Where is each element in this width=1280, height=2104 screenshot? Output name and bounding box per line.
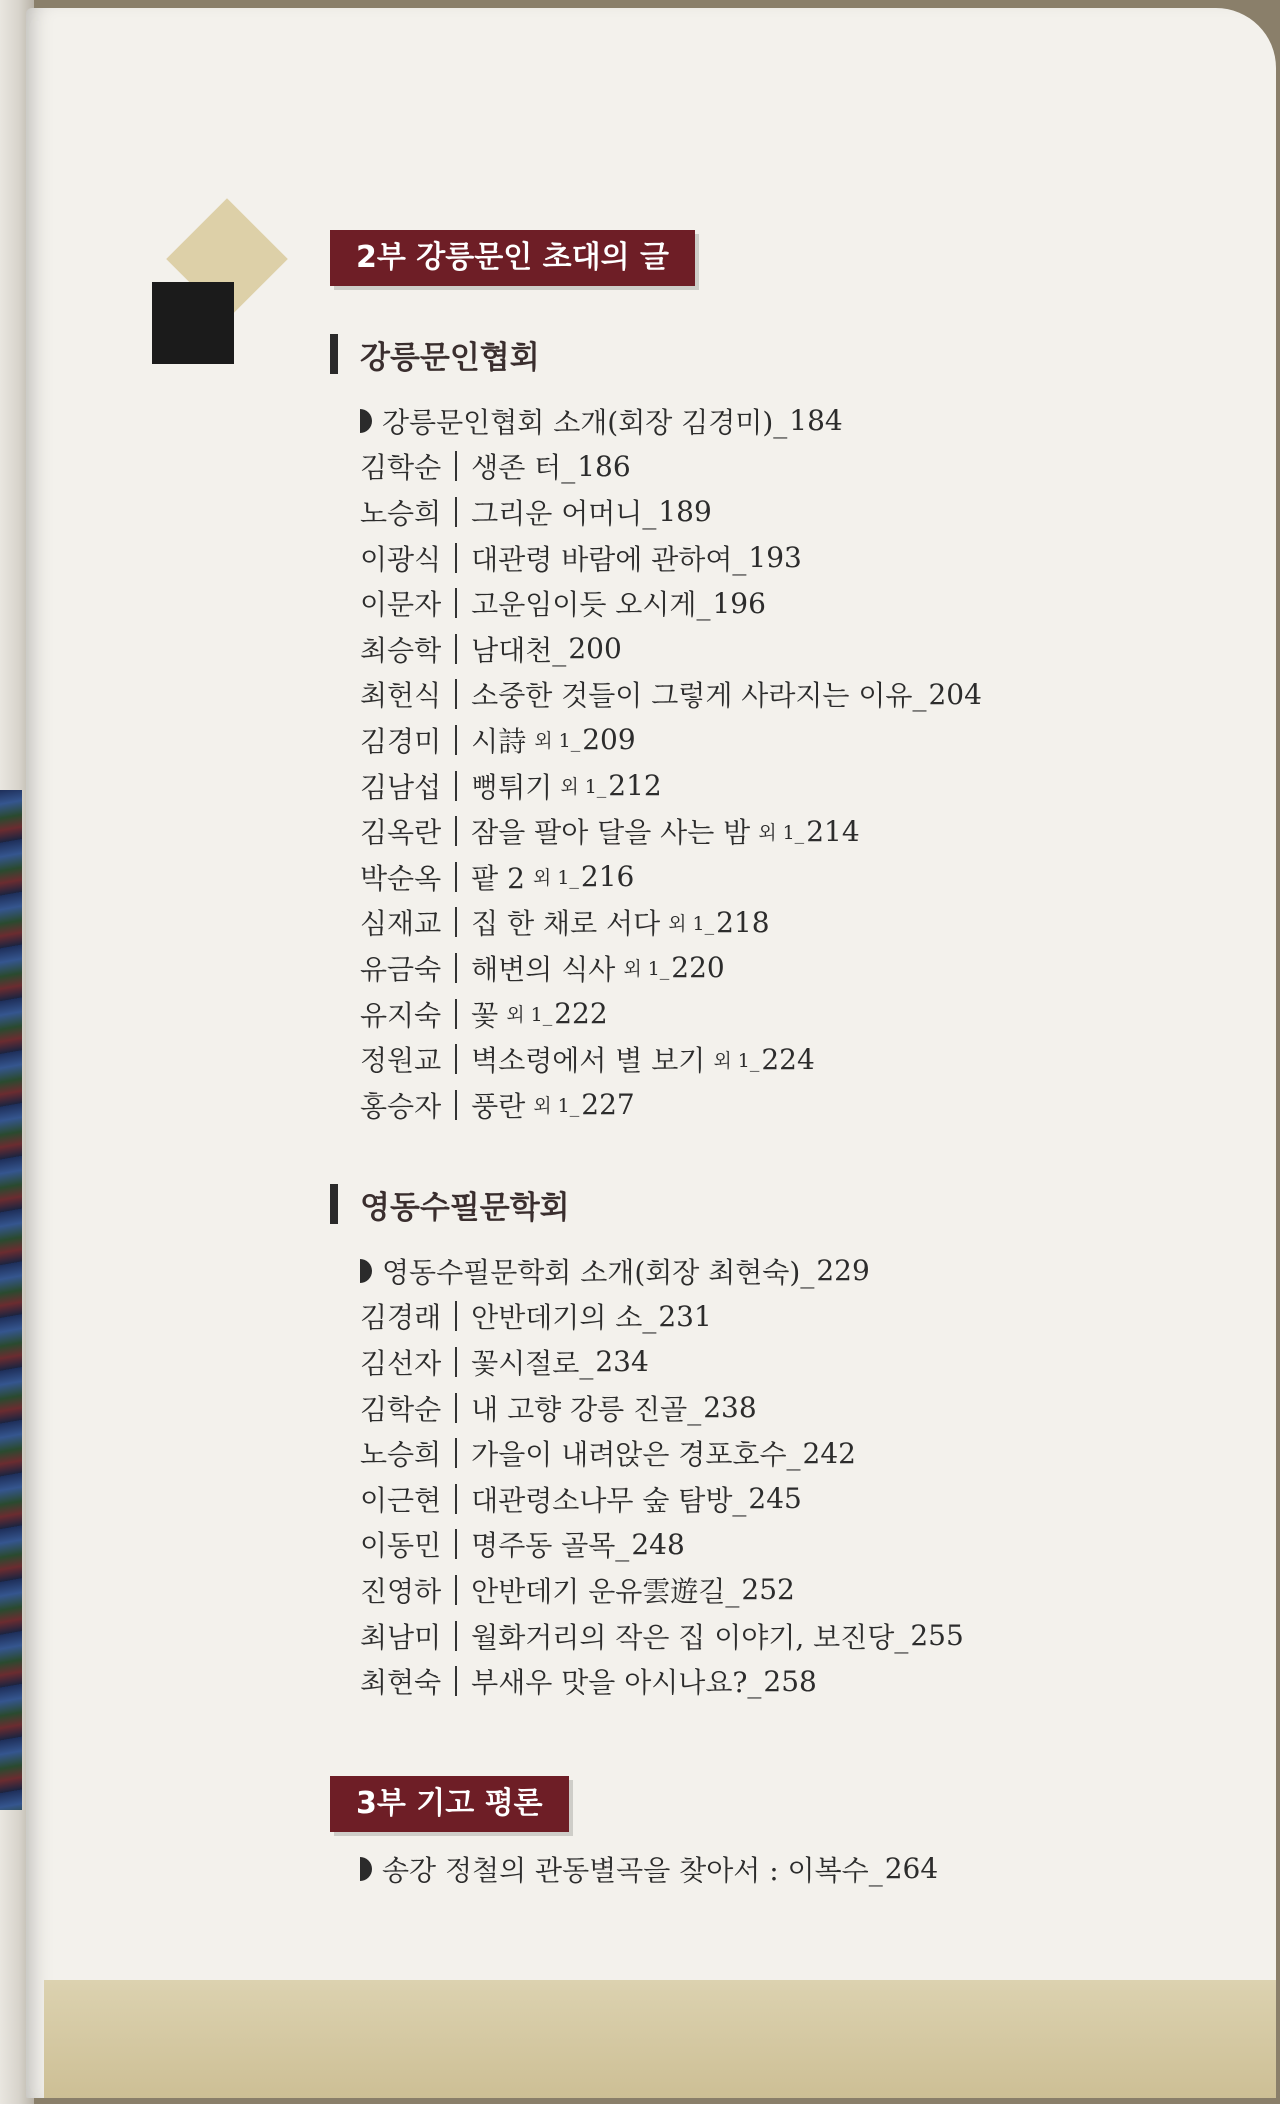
entry-note: 외 1_ (623, 958, 670, 981)
entry-author: 정원교 (360, 1044, 442, 1078)
toc-entry[interactable] (330, 1036, 982, 1082)
toc-entry[interactable] (330, 854, 982, 900)
entry-page-number: 200 (568, 632, 622, 666)
section-title: 강릉문인협회 (360, 339, 540, 376)
entry-title: 강릉문인협회 소개(회장 김경미)_ (382, 405, 788, 439)
entry-author: 이동민 (360, 1529, 442, 1563)
toc-entry[interactable] (330, 1385, 964, 1431)
entry-title: 내 고향 강릉 진골_ (471, 1392, 702, 1426)
part3-entry-list (330, 1846, 938, 1892)
entry-separator (455, 1666, 457, 1696)
toc-entry-intro[interactable] (330, 1248, 964, 1294)
entry-separator (455, 1090, 457, 1120)
entry-author: 최헌식 (360, 679, 442, 713)
entry-page-number: 189 (658, 495, 712, 529)
entry-note: 외 1_ (560, 776, 607, 799)
toc-entry[interactable] (330, 626, 982, 672)
entry-note: 외 1_ (533, 1095, 580, 1118)
entry-author: 노승희 (360, 496, 442, 530)
entry-page-number: 229 (816, 1254, 870, 1288)
entry-page-number: 234 (595, 1345, 649, 1379)
toc-entry[interactable] (330, 1658, 964, 1704)
entry-title: 해변의 식사 (471, 952, 616, 986)
entry-separator (455, 1621, 457, 1651)
toc-entry[interactable] (330, 717, 982, 763)
entry-separator (455, 1484, 457, 1514)
toc-entry[interactable] (330, 1567, 964, 1613)
entry-title: 안반데기의 소_ (471, 1301, 657, 1335)
entry-author: 최현숙 (360, 1666, 442, 1700)
entry-page-number: 224 (761, 1042, 815, 1076)
entry-separator (455, 999, 457, 1029)
half-circle-bullet-icon (360, 1259, 372, 1283)
toc-entry[interactable] (330, 763, 982, 809)
entry-page-number: 218 (716, 905, 770, 939)
entry-author: 홍승자 (360, 1089, 442, 1123)
toc-entry[interactable] (330, 444, 982, 490)
entry-title: 꽃시절로_ (471, 1346, 594, 1380)
entry-page-number: 248 (631, 1527, 685, 1561)
entry-page-number: 209 (582, 723, 636, 757)
entry-title: 그리운 어머니_ (471, 496, 657, 530)
entry-title: 고운임이듯 오시게_ (471, 588, 711, 622)
entry-page-number: 231 (658, 1299, 712, 1333)
entry-author: 이문자 (360, 588, 442, 622)
entry-title: 팥 2 (471, 861, 525, 895)
entry-separator (455, 1301, 457, 1331)
entry-page-number: 227 (581, 1088, 635, 1122)
entry-note: 외 1_ (506, 1004, 553, 1027)
toc-entry-intro[interactable] (330, 1846, 938, 1892)
toc-entry[interactable] (330, 1522, 964, 1568)
toc-entry[interactable] (330, 991, 982, 1037)
entry-author: 박순옥 (360, 861, 442, 895)
entry-page-number: 184 (789, 404, 843, 438)
entry-title: 시詩 (471, 724, 527, 758)
entry-separator (455, 771, 457, 801)
toc-entry[interactable] (330, 580, 982, 626)
section-heading (330, 1182, 964, 1226)
half-circle-bullet-icon (360, 409, 372, 433)
entry-title: 부새우 맛을 아시나요?_ (471, 1666, 762, 1700)
entry-title: 남대천_ (471, 633, 567, 667)
toc-entry[interactable] (330, 945, 982, 991)
section-heading (330, 332, 982, 376)
entry-page-number: 193 (748, 541, 802, 575)
decorative-square (152, 282, 234, 364)
entry-title: 송강 정철의 관동별곡을 찾아서 : 이복수_ (382, 1853, 883, 1887)
entry-separator (455, 1347, 457, 1377)
entry-page-number: 212 (608, 769, 662, 803)
entry-separator (455, 953, 457, 983)
toc-entry[interactable] (330, 489, 982, 535)
entry-author: 심재교 (360, 907, 442, 941)
entry-separator (455, 862, 457, 892)
part2-banner: 2부 강릉문인 초대의 글 (330, 230, 695, 286)
entry-author: 최승학 (360, 633, 442, 667)
entry-page-number: 245 (748, 1482, 802, 1516)
heading-bar (330, 1184, 338, 1224)
entry-separator (455, 725, 457, 755)
entry-page-number: 258 (763, 1664, 817, 1698)
toc-entry[interactable] (330, 1613, 964, 1659)
entry-separator (455, 497, 457, 527)
section-yeongdong-essay (330, 1182, 964, 1704)
entry-author: 김남섭 (360, 770, 442, 804)
toc-entry[interactable] (330, 1294, 964, 1340)
entry-separator (455, 451, 457, 481)
entry-title: 풍란 (471, 1089, 526, 1123)
entry-note: 외 1_ (668, 912, 715, 935)
entry-author: 유지숙 (360, 998, 442, 1032)
entry-author: 최남미 (360, 1620, 442, 1654)
entry-author: 김경래 (360, 1301, 442, 1335)
entry-author: 김학순 (360, 1392, 442, 1426)
entry-separator (455, 588, 457, 618)
entry-separator (455, 679, 457, 709)
entry-page-number: 252 (741, 1573, 795, 1607)
adjacent-page-photo (0, 790, 22, 1810)
entry-page-number: 255 (910, 1619, 964, 1653)
entry-title: 꽃 (471, 998, 499, 1032)
entry-author: 진영하 (360, 1574, 442, 1608)
entry-title: 가을이 내려앉은 경포호수_ (471, 1438, 801, 1472)
footer-color-band (44, 1980, 1276, 2098)
entry-page-number: 196 (712, 586, 766, 620)
entry-author: 김옥란 (360, 816, 442, 850)
entry-separator (455, 1529, 457, 1559)
section-gangneung-writers (330, 332, 982, 1128)
entry-title: 대관령 바람에 관하여_ (471, 542, 747, 576)
toc-entry[interactable] (330, 672, 982, 718)
entry-title: 뻥튀기 (471, 770, 553, 804)
entry-note: 외 1_ (713, 1049, 760, 1072)
entry-title: 소중한 것들이 그렇게 사라지는 이유_ (471, 679, 927, 713)
toc-entry[interactable] (330, 900, 982, 946)
entry-page-number: 214 (806, 814, 860, 848)
entry-separator (455, 1438, 457, 1468)
entry-separator (455, 816, 457, 846)
half-circle-bullet-icon (360, 1857, 372, 1881)
entry-page-number: 216 (580, 860, 635, 894)
entry-note: 외 1_ (534, 730, 581, 753)
toc-entry[interactable] (330, 1082, 982, 1128)
entry-title: 명주동 골목_ (471, 1529, 630, 1563)
toc-entry[interactable] (330, 1430, 964, 1476)
entry-author: 김선자 (360, 1346, 442, 1380)
entry-page-number: 204 (928, 677, 982, 711)
entry-title: 월화거리의 작은 집 이야기, 보진당_ (471, 1620, 909, 1654)
entry-page-number: 242 (802, 1436, 856, 1470)
entry-title: 생존 터_ (471, 451, 576, 485)
entry-note: 외 1_ (532, 867, 579, 890)
entry-author: 노승희 (360, 1438, 442, 1472)
toc-entry[interactable] (330, 535, 982, 581)
toc-entry[interactable] (330, 808, 982, 854)
toc-entry-intro[interactable] (330, 398, 982, 444)
entry-separator (455, 634, 457, 664)
entry-list (330, 398, 982, 1128)
toc-entry[interactable] (330, 1476, 964, 1522)
entry-title: 잠을 팔아 달을 사는 밤 (471, 816, 751, 850)
entry-list (330, 1248, 964, 1704)
entry-note: 외 1_ (758, 821, 805, 844)
entry-page-number: 238 (703, 1391, 757, 1425)
entry-title: 영동수필문학회 소개(회장 최현숙)_ (382, 1255, 815, 1289)
entry-page-number: 264 (884, 1852, 939, 1886)
entry-title: 벽소령에서 별 보기 (471, 1044, 706, 1078)
section-title: 영동수필문학회 (360, 1189, 570, 1226)
entry-title: 집 한 채로 서다 (471, 907, 661, 941)
entry-separator (455, 907, 457, 937)
entry-page-number: 222 (554, 997, 608, 1031)
entry-title: 대관령소나무 숲 탐방_ (471, 1483, 747, 1517)
entry-page-number: 220 (671, 951, 725, 985)
entry-separator (455, 1044, 457, 1074)
entry-author: 김경미 (360, 724, 442, 758)
entry-separator (455, 1393, 457, 1423)
entry-title: 안반데기 운유雲遊길_ (471, 1574, 740, 1608)
entry-author: 유금숙 (360, 952, 442, 986)
part3-banner: 3부 기고 평론 (330, 1776, 569, 1832)
entry-author: 이광식 (360, 542, 442, 576)
entry-page-number: 186 (577, 449, 631, 483)
entry-separator (455, 543, 457, 573)
entry-author: 이근현 (360, 1483, 442, 1517)
entry-separator (455, 1575, 457, 1605)
toc-entry[interactable] (330, 1339, 964, 1385)
heading-bar (330, 334, 338, 374)
entry-author: 김학순 (360, 451, 442, 485)
